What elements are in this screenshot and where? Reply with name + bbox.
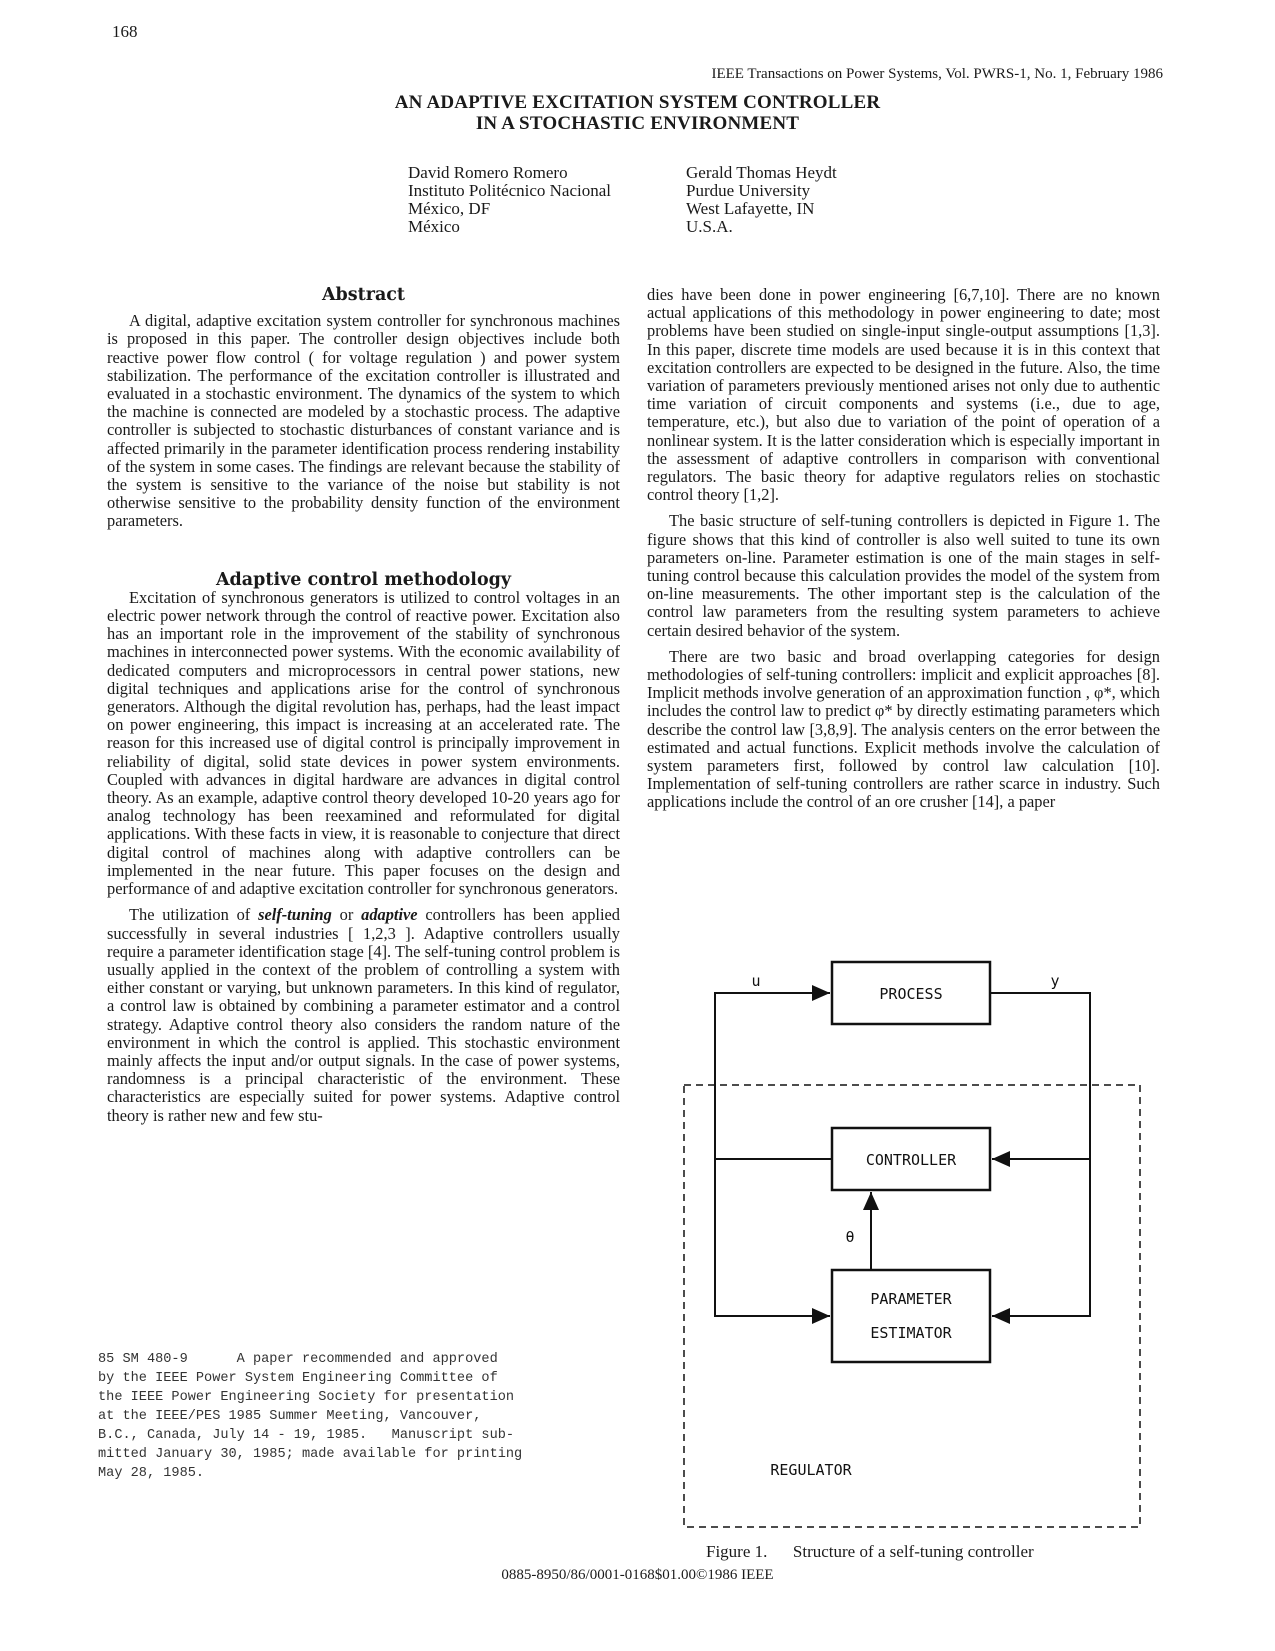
author-country: U.S.A.	[686, 217, 733, 236]
author-city: West Lafayette, IN	[686, 199, 815, 218]
author-block-1	[408, 164, 611, 236]
author-name: Gerald Thomas Heydt	[686, 163, 837, 182]
u-signal-line	[715, 993, 832, 1159]
estimator-label-2: ESTIMATOR	[870, 1324, 952, 1342]
theta-label: θ	[845, 1228, 855, 1246]
author-city: México, DF	[408, 199, 491, 218]
right-paragraph-2: The basic structure of self-tuning controllers is depicted in Figure 1. The figure shows that this kind of controller is also well suited to tune its own parameters on-line. Parameter estimation is one of the main stages in self-tuning control because this calculation provides the model of the system from on-line measurements. The other important step is the calculation of the control law parameters from the resulting system parameters to achieve certain desired behavior of the system.	[647, 511, 1160, 640]
journal-header: IEEE Transactions on Power Systems, Vol. PWRS-1, No. 1, February 1986	[711, 66, 1163, 82]
footnote: 85 SM 480-9 A paper recommended and approved by the IEEE Power System Engineering Committee of the IEEE Power Engineering Society for presentation at the IEEE/PES 1985 Summer Meeting, Vancouver, B.C., Canada, July 14 - 19, 1985. Manuscript sub- mitted January 30, 1985; made available for printing May 28, 1985.	[98, 1352, 523, 1481]
u-to-estimator-line	[715, 1159, 830, 1316]
controller-label: CONTROLLER	[865, 1151, 957, 1169]
right-column	[647, 286, 1160, 812]
paper-title	[0, 92, 1275, 134]
estimator-block	[832, 1270, 990, 1362]
section-heading: Adaptive control methodology	[215, 569, 512, 590]
right-paragraph-3: There are two basic and broad overlapping categories for design methodologies of self-tuning controllers: implicit and explicit approaches [8]. Implicit methods involve generation of an approximation function , φ*, which includes the control law to predict φ* by directly estimating parameters which describe the control law [3,8,9]. The analysis centers on the error between the estimated and actual functions. Explicit methods involve the calculation of system parameters first, followed by control law calculation [10]. Implementation of self-tuning controllers are rather scarce in industry. Such applications include the control of an ore crusher [14], a paper	[647, 646, 1160, 812]
figure-caption	[706, 1542, 1034, 1562]
y-to-estimator-line	[992, 1159, 1090, 1316]
right-paragraph-1: dies have been done in power engineering [6,7,10]. There are no known actual applications of this methodology in power engineering to date; most problems have been studied on single-input single-output assumptions [1,3]. In this paper, discrete time models are used because it is in this context that excitation controllers are expected to be designed in the future. Also, the time variation of parameters previously mentioned arises not only due to authentic time variation of circuit components and systems (i.e., due to age, temperature, etc.), but also due to variation of the point of operation of a nonlinear system. It is the latter consideration which is especially important in the assessment of adaptive controllers in comparison with conventional regulators. The basic theory for adaptive regulators relies on stochastic control theory [1,2].	[647, 285, 1160, 505]
author-name: David Romero Romero	[408, 163, 568, 182]
estimator-label-1: PARAMETER	[870, 1290, 952, 1308]
page-number: 168	[112, 22, 138, 41]
caption-label: Figure 1.	[706, 1542, 768, 1561]
caption-text: Structure of a self-tuning controller	[792, 1542, 1034, 1561]
abstract-text: A digital, adaptive excitation system controller for synchronous machines is proposed in this paper. The controller design objectives include both reactive power flow control ( for voltage regulation ) and power system stabilization. The performance of the excitation controller is illustrated and evaluated in a stochastic environment. The dynamics of the system to which the machine is connected are modeled by a stochastic process. The adaptive controller is subjected to stochastic disturbances of constant variance and is affected primarily in the parameter identification process rendering instability of the system in some cases. The findings are relevant because the stability of the system is sensitive to the variance of the noise but stability is not otherwise sensitive to the probability density function of the environment parameters.	[107, 311, 620, 531]
y-label: y	[1050, 972, 1060, 990]
author-country: México	[408, 217, 460, 236]
process-label: PROCESS	[879, 985, 943, 1003]
copyright-line: 0885-8950/86/0001-0168$01.00©1986 IEEE	[501, 1567, 774, 1583]
abstract-heading: Abstract	[321, 285, 406, 305]
regulator-label: REGULATOR	[770, 1461, 852, 1479]
y-feedback-line	[990, 993, 1090, 1159]
section-paragraph-2: The utilization of self-tuning or adaptive controllers has been applied successfully in several industries [ 1,2,3 ]. Adaptive controllers usually require a parameter identification stage [4]. The self-tuning control problem is usually applied in the context of the problem of controlling a system with either constant or varying, but unknown parameters. In this kind of regulator, a control law is obtained by combining a parameter estimator and a control strategy. Adaptive control theory also considers the random nature of the environment in which the control is applied. This stochastic environment mainly affects the input and/or output signals. In the case of power systems, randomness is a principal characteristic of the environment. These characteristics are especially suited for power systems. Adaptive control theory is rather new and few stu-	[107, 905, 620, 1125]
author-affiliation: Purdue University	[686, 181, 811, 200]
author-affiliation: Instituto Politécnico Nacional	[408, 181, 612, 200]
section-paragraph-1: Excitation of synchronous generators is utilized to control voltages in an electric power network through the control of reactive power. Excitation also has an important role in the improvement of the stability of synchronous machines in interconnected power systems. With the economic availability of dedicated computers and microprocessors in central power stations, new digital techniques and applications arise for the control of synchronous generators. Although the digital revolution has, perhaps, had the least impact on power engineering, this impact is increasing at an accelerated rate. The reason for this increased use of digital control is principally improvement in reliability of digital, solid state devices in power system environments. Coupled with advances in digital hardware are advances in digital control theory. As an example, adaptive control theory developed 10-20 years ago for analog technology has been reexamined and reformulated for digital applications. With these facts in view, it is reasonable to conjecture that direct digital control of machines along with adaptive controllers can be implemented in the near future. This paper focuses on the design and performance of and adaptive excitation controller for synchronous generators.	[107, 587, 620, 899]
figure-1-diagram	[660, 950, 1160, 1540]
title-line-1: AN ADAPTIVE EXCITATION SYSTEM CONTROLLER	[394, 92, 881, 113]
left-column	[107, 286, 620, 1125]
title-line-2: IN A STOCHASTIC ENVIRONMENT	[475, 113, 800, 134]
u-label: u	[751, 972, 761, 990]
author-block-2	[686, 164, 837, 236]
